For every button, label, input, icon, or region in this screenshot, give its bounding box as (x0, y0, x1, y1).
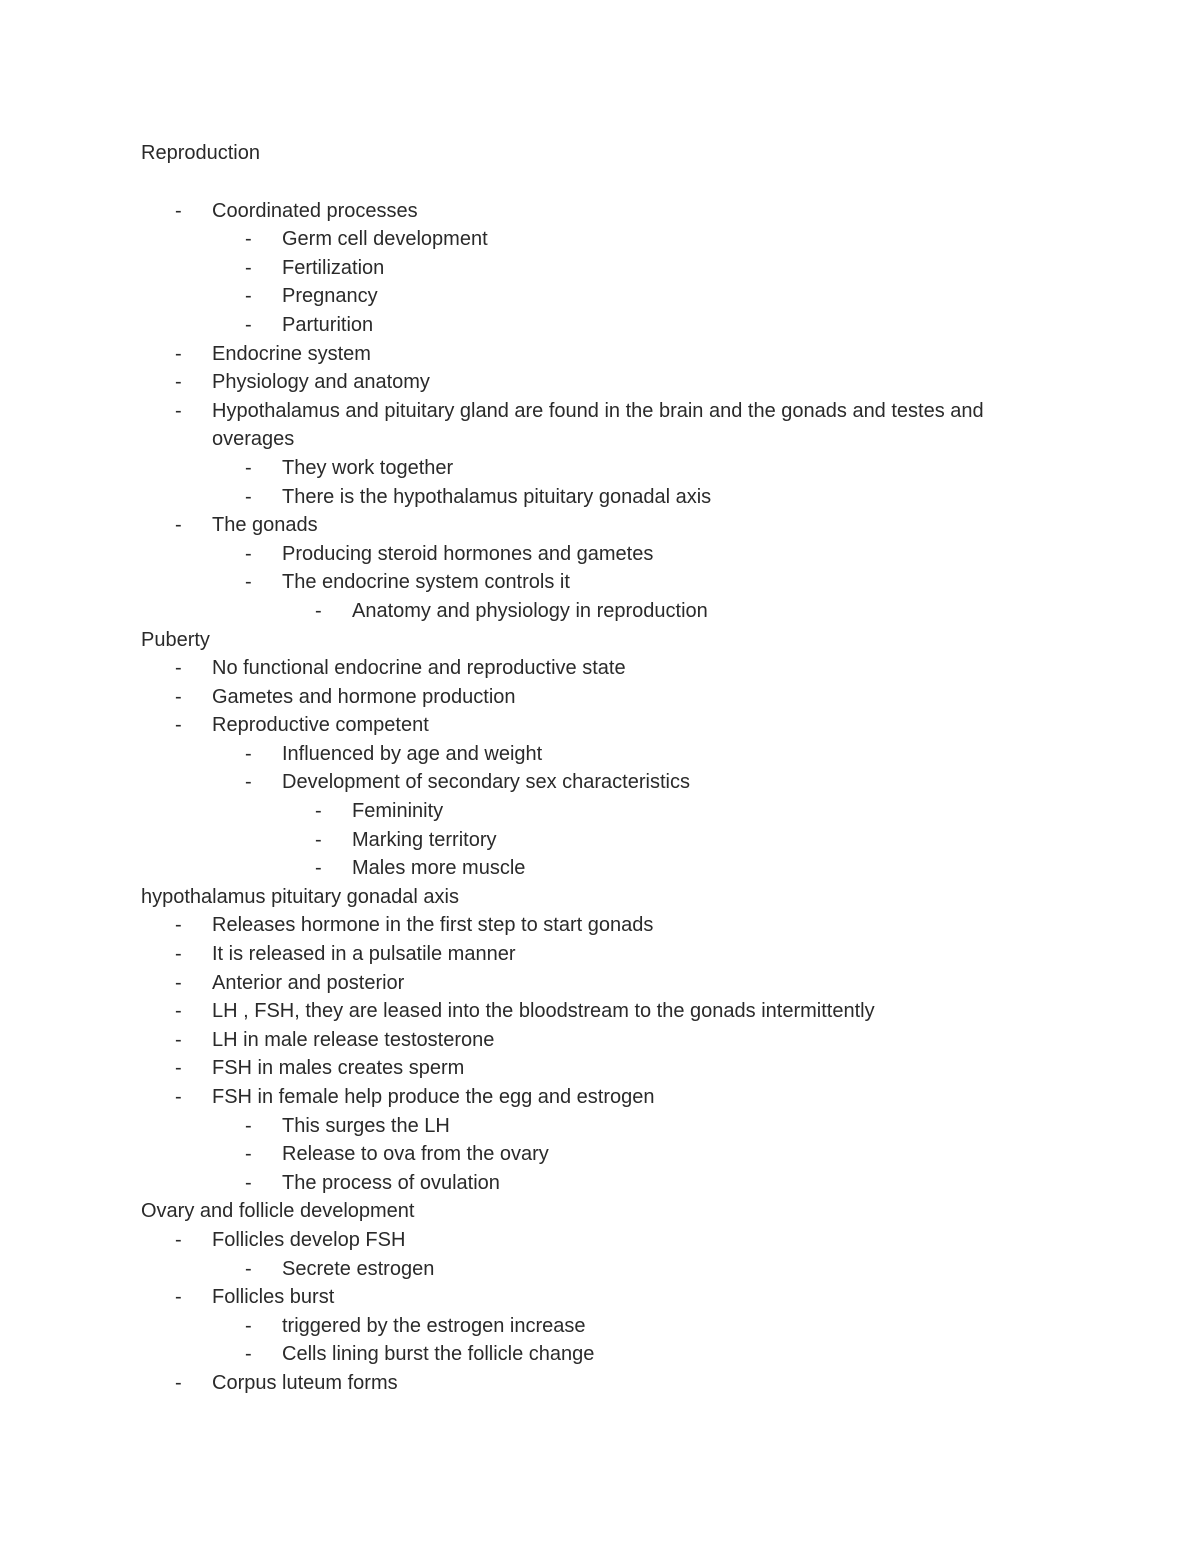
bullet-text: It is released in a pulsatile manner (212, 943, 516, 966)
bullet-dash: - (245, 1314, 252, 1337)
bullet-item-level-2 (141, 540, 1061, 569)
bullet-item-level-3 (141, 826, 1061, 855)
bullet-dash: - (175, 199, 182, 222)
bullet-item-level-2 (141, 1112, 1061, 1141)
bullet-text: Secrete estrogen (282, 1257, 435, 1280)
bullet-item-level-1 (141, 911, 1061, 940)
bullet-dash: - (175, 1371, 182, 1394)
bullet-text: Femininity (352, 800, 444, 823)
bullet-dash: - (175, 714, 182, 737)
bullet-text: Follicles burst (212, 1286, 335, 1309)
bullet-dash: - (315, 599, 322, 622)
bullet-dash: - (175, 685, 182, 708)
bullet-text: triggered by the estrogen increase (282, 1314, 586, 1337)
bullet-item-level-2 (141, 1340, 1061, 1369)
section-heading: Puberty (141, 628, 210, 651)
bullet-item-level-1 (141, 511, 1061, 540)
bullet-text: They work together (282, 456, 454, 479)
bullet-dash: - (245, 456, 252, 479)
bullet-item-level-2 (141, 740, 1061, 769)
bullet-item-level-2 (141, 454, 1061, 483)
bullet-dash: - (315, 857, 322, 880)
bullet-dash: - (245, 485, 252, 508)
bullet-text: There is the hypothalamus pituitary gonadal axis (282, 485, 712, 508)
bullet-item-level-2 (141, 225, 1061, 254)
bullet-item-level-2 (141, 1312, 1061, 1341)
bullet-item-level-1 (141, 1026, 1061, 1055)
bullet-text: No functional endocrine and reproductive state (212, 657, 626, 680)
bullet-item-level-2 (141, 483, 1061, 512)
bullet-dash: - (245, 228, 252, 251)
bullet-dash: - (175, 1228, 182, 1251)
bullet-item-level-2 (141, 568, 1061, 597)
bullet-dash: - (245, 542, 252, 565)
bullet-dash: - (245, 571, 252, 594)
bullet-text: LH , FSH, they are leased into the bloodstream to the gonads intermittently (212, 1000, 875, 1023)
bullet-item-level-2 (141, 1140, 1061, 1169)
bullet-text: Release to ova from the ovary (282, 1143, 549, 1166)
bullet-item-level-1 (141, 1226, 1061, 1255)
bullet-dash: - (175, 1028, 182, 1051)
bullet-item-level-2 (141, 254, 1061, 283)
bullet-item-level-2 (141, 1169, 1061, 1198)
bullet-dash: - (175, 1086, 182, 1108)
bullet-dash: - (175, 971, 182, 994)
bullet-dash: - (245, 1257, 252, 1280)
bullet-text: Development of secondary sex characteristics (282, 771, 690, 794)
bullet-dash: - (245, 742, 252, 765)
bullet-item-level-1 (141, 683, 1061, 712)
document-body (141, 139, 1061, 1398)
bullet-dash: - (175, 1057, 182, 1080)
bullet-dash: - (245, 256, 252, 279)
bullet-item-level-1 (141, 340, 1061, 369)
bullet-item-level-1 (141, 969, 1061, 998)
bullet-item-level-1 (141, 940, 1061, 969)
bullet-item-level-1 (141, 997, 1061, 1026)
bullet-text: Cells lining burst the follicle change (282, 1343, 595, 1366)
bullet-dash: - (245, 771, 252, 794)
bullet-text: Corpus luteum forms (212, 1371, 398, 1394)
bullet-text: Follicles develop FSH (212, 1228, 406, 1251)
bullet-text: Fertilization (282, 256, 385, 279)
bullet-text: Releases hormone in the first step to start gonads (212, 914, 654, 937)
bullet-dash: - (175, 1286, 182, 1309)
bullet-dash: - (245, 285, 252, 308)
bullet-text: Germ cell development (282, 228, 488, 251)
bullet-dash: - (175, 399, 182, 422)
bullet-dash: - (175, 943, 182, 966)
bullet-dash: - (245, 1171, 252, 1194)
bullet-text: Gametes and hormone production (212, 685, 516, 708)
bullet-item-level-1 (141, 1369, 1061, 1398)
bullet-text: Endocrine system (212, 342, 371, 365)
bullet-text: Physiology and anatomy (212, 371, 430, 394)
bullet-item-level-3 (141, 854, 1061, 883)
bullet-dash: - (175, 657, 182, 680)
bullet-dash: - (315, 800, 322, 823)
bullet-text: The endocrine system controls it (282, 571, 570, 594)
bullet-text: FSH in female help produce the egg and estrogen (212, 1086, 655, 1108)
bullet-text: Hypothalamus and pituitary gland are found in the brain and the gonads and testes and overages (212, 399, 984, 451)
bullet-item-level-1 (141, 397, 1061, 454)
bullet-text: Anterior and posterior (212, 971, 405, 994)
bullet-text: Marking territory (352, 828, 497, 851)
bullet-dash: - (245, 1343, 252, 1366)
bullet-item-level-1 (141, 368, 1061, 397)
bullet-text: Producing steroid hormones and gametes (282, 542, 654, 565)
bullet-item-level-1 (141, 1283, 1061, 1312)
bullet-text: Coordinated processes (212, 199, 418, 222)
bullet-item-level-3 (141, 597, 1061, 626)
bullet-text: FSH in males creates sperm (212, 1057, 465, 1080)
bullet-text: Pregnancy (282, 285, 378, 308)
bullet-text: The gonads (212, 514, 318, 537)
bullet-text: LH in male release testosterone (212, 1028, 495, 1051)
bullet-dash: - (175, 342, 182, 365)
bullet-item-level-1 (141, 197, 1061, 226)
bullet-item-level-1 (141, 1083, 1061, 1112)
bullet-dash: - (245, 1143, 252, 1166)
bullet-text: The process of ovulation (282, 1171, 500, 1194)
bullet-dash: - (245, 313, 252, 336)
bullet-text: Males more muscle (352, 857, 526, 880)
section-heading: Ovary and follicle development (141, 1200, 415, 1223)
bullet-text: Reproductive competent (212, 714, 429, 737)
bullet-dash: - (175, 1000, 182, 1023)
bullet-item-level-2 (141, 1255, 1061, 1284)
bullet-item-level-2 (141, 768, 1061, 797)
bullet-item-level-3 (141, 797, 1061, 826)
bullet-text: This surges the LH (282, 1114, 450, 1137)
bullet-dash: - (175, 914, 182, 937)
bullet-item-level-1 (141, 654, 1061, 683)
bullet-text: Parturition (282, 313, 374, 336)
section-heading: hypothalamus pituitary gonadal axis (141, 885, 459, 908)
section-heading: Reproduction (141, 142, 260, 164)
bullet-dash: - (175, 514, 182, 537)
bullet-item-level-1 (141, 1054, 1061, 1083)
bullet-dash: - (245, 1114, 252, 1137)
bullet-text: Influenced by age and weight (282, 742, 543, 765)
bullet-item-level-2 (141, 311, 1061, 340)
bullet-text: Anatomy and physiology in reproduction (352, 599, 708, 622)
bullet-dash: - (175, 371, 182, 394)
bullet-dash: - (315, 828, 322, 851)
bullet-item-level-2 (141, 282, 1061, 311)
bullet-item-level-1 (141, 711, 1061, 740)
